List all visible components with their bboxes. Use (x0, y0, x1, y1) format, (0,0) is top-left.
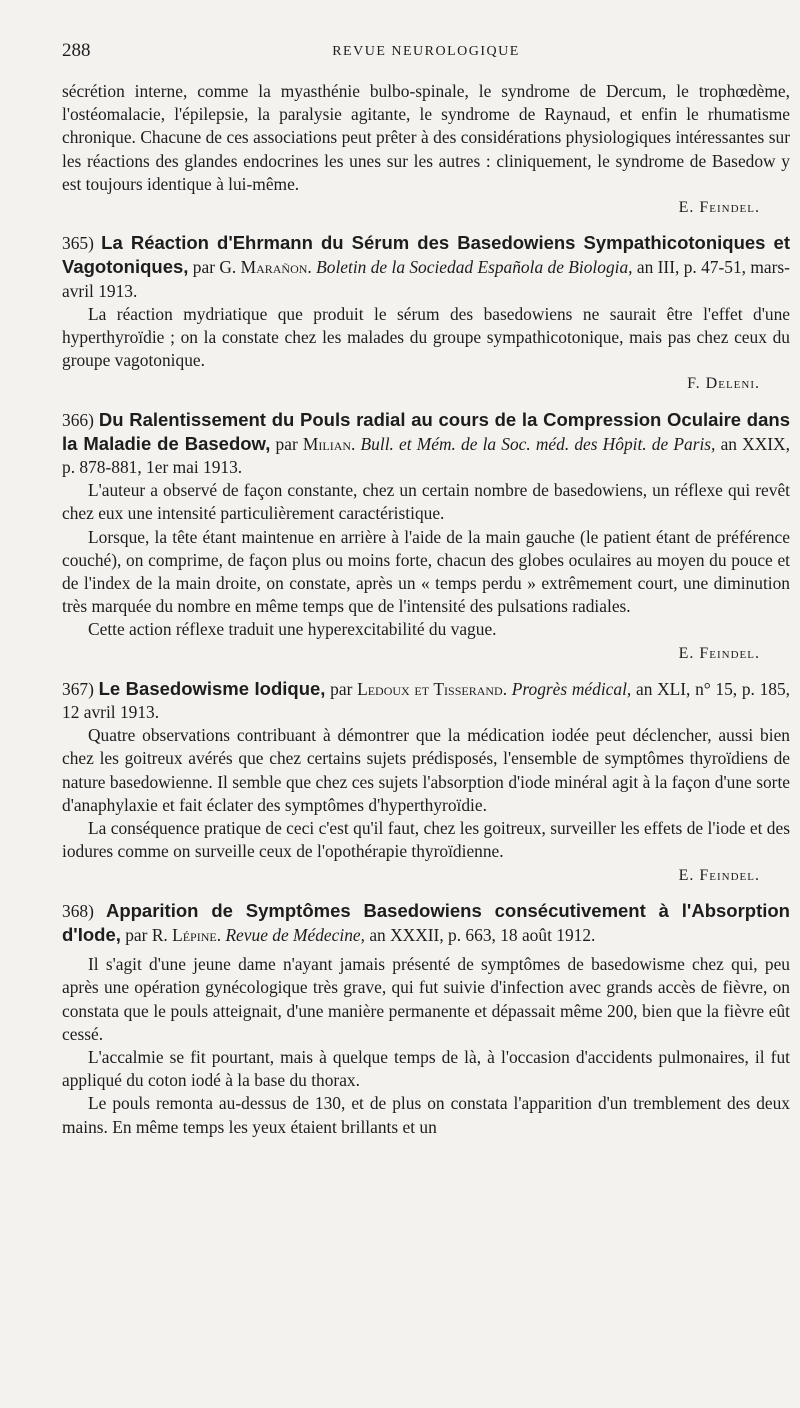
entry-author: G. Marañon. (219, 257, 312, 278)
entry-par: par (125, 924, 148, 945)
entry-source: Progrès médical, (511, 678, 632, 699)
entry-source: Revue de Médecine, (225, 924, 365, 945)
entry-paragraph: La réaction mydriatique que produit le sérum des basedowiens ne saurait être l'effet d'une hyperthyroïdie ; on la constate chez les malades du groupe sympathicotonique, mais pas chez ceux du groupe vagotonique. (62, 303, 790, 371)
entry-details: an XXXII, p. 663, 18 août 1912. (369, 924, 596, 945)
entry-details: an XXIX, p. 878-881, 1er mai 1913. (62, 433, 790, 478)
entry-number: 365) (62, 233, 94, 254)
intro-section (62, 80, 790, 219)
entry-paragraph: La conséquence pratique de ceci c'est qu'il faut, chez les goitreux, surveiller les effets de l'iode et des iodures comme on surveille ceux de l'opothérapie thyroïdienne. (62, 818, 790, 862)
entry-heading (62, 677, 790, 724)
entry-source: Bull. et Mém. de la Soc. méd. des Hôpit. de Paris, (360, 433, 716, 454)
abstract-entry-368 (62, 899, 790, 1139)
journal-title: REVUE NEUROLOGIQUE (332, 44, 520, 59)
entry-details: an XLI, n° 15, p. 185, 12 avril 1913. (62, 678, 791, 723)
entry-title: La Réaction d'Ehrmann du Sérum des Basedowiens Sympathicotoniques et Vagotoniques, (62, 232, 790, 278)
running-head (62, 40, 790, 70)
abstract-entry-367 (62, 677, 790, 887)
page-number: 288 (62, 40, 91, 61)
entry-paragraph: Cette action réflexe traduit une hyperexcitabilité du vague. (88, 619, 497, 640)
entry-paragraph: Le pouls remonta au-dessus de 130, et de plus on constata l'apparition d'un tremblement des deux mains. En même temps les yeux étaient brillants et un (62, 1093, 790, 1137)
entry-paragraph: L'auteur a observé de façon constante, chez un certain nombre de basedowiens, un réflexe qui revêt chez eux une intensité particulièrement caractéristique. (62, 480, 790, 524)
entry-author: Ledoux et Tisserand. (357, 678, 508, 699)
intro-paragraph: sécrétion interne, comme la myasthénie bulbo-spinale, le syndrome de Dercum, le trophœdème, l'ostéomalacie, l'épilepsie, la paralysie agitante, le syndrome de Raynaud, et enfin le rhumatisme chronique. Chacune de ces associations peut prêter à des considérations physiologiques intéressantes sur les réactions des glandes endocrines les unes sur les autres : cliniquement, le syndrome de Basedow y est toujours identique à lui-même. (62, 81, 790, 194)
entry-heading (62, 231, 790, 303)
entry-title: Apparition de Symptômes Basedowiens consécutivement à l'Absorption d'Iode, (62, 899, 790, 945)
intro-signature: E. Feindel. (678, 199, 760, 217)
entry-signature: F. Deleni. (687, 375, 760, 393)
abstract-entry-366 (62, 408, 790, 665)
entry-par: par (275, 433, 298, 454)
entry-paragraph: L'accalmie se fit pourtant, mais à quelque temps de là, à l'occasion d'accidents pulmonaires, il fut appliqué du coton iodé à la base du thorax. (62, 1046, 790, 1091)
entry-par: par (330, 678, 353, 699)
entry-author: R. Lépine. (151, 924, 222, 945)
abstract-entry-365 (62, 231, 790, 395)
entry-heading (62, 408, 790, 480)
entry-source: Boletin de la Sociedad Española de Biologia, (316, 257, 633, 278)
entry-paragraph: Lorsque, la tête étant maintenue en arrière à l'aide de la main gauche (le patient étant de préférence couché), on comprime, de façon plus ou moins forte, chacun des globes oculaires au moyen du pouce et de l'index de la main droite, on constate, après un « temps perdu » extrêmement court, une diminution très marquée du nombre en même temps que de l'intensité des pulsations radiales. (62, 526, 790, 617)
page (62, 40, 790, 1139)
entry-number: 366) (62, 409, 94, 430)
entry-paragraph: Quatre observations contribuant à démontrer que la médication iodée peut déclencher, aussi bien chez les goitreux avérés que chez certains sujets prédisposés, l'ensemble de symptômes thyroïdiens de nature basedowienne. Il semble que chez ces sujets l'absorption d'iode minéral agit à la façon d'une sorte d'anaphylaxie et fait éclater des symptômes d'hyperthyroïdie. (62, 725, 790, 815)
entry-author: Milian. (302, 433, 356, 454)
entry-title: Du Ralentissement du Pouls radial au cours de la Compression Oculaire dans la Maladie de Basedow, (62, 408, 790, 454)
entry-title: Le Basedowisme Iodique, (98, 677, 326, 699)
entry-details: an III, p. 47-51, mars-avril 1913. (62, 257, 790, 301)
entry-paragraph: Il s'agit d'une jeune dame n'ayant jamais présenté de symptômes de basedowisme chez qui, peu après une opération gynécologique très grave, qui fut suivie d'infection avec grands accès de fièvre, on constata que le pouls atteignait, d'une manière permanente et dépassait même 200, bien que la fièvre eût cessé. (62, 954, 790, 1044)
entry-par: par (192, 257, 216, 278)
entry-signature: E. Feindel. (678, 644, 760, 662)
entry-heading (62, 899, 790, 947)
entry-number: 368) (62, 900, 94, 921)
entry-number: 367) (62, 678, 94, 699)
entry-signature: E. Feindel. (678, 866, 760, 884)
